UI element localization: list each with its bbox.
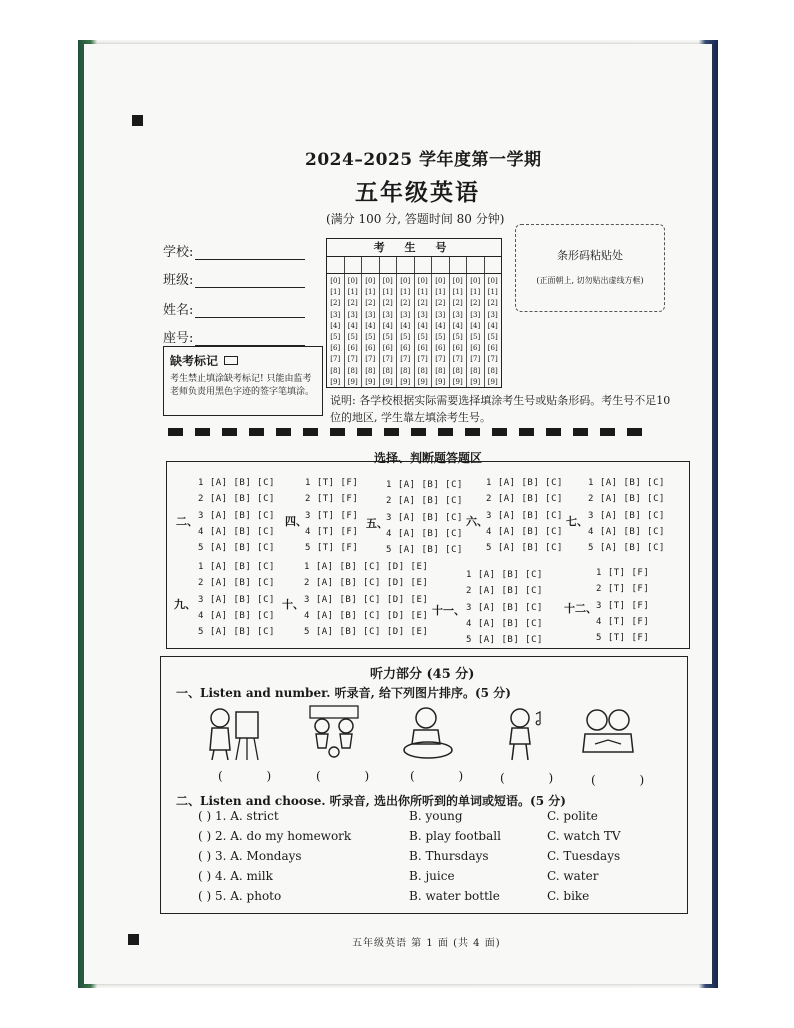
answer-group	[198, 478, 275, 559]
digit-bubble[interactable]: [4]	[487, 321, 498, 330]
group-label: 九、	[174, 598, 196, 611]
student-info-fields	[163, 232, 305, 346]
timing-mark	[438, 428, 453, 436]
choice-c[interactable]: C. polite	[547, 809, 598, 823]
choice-a[interactable]: ( ) 4. A. milk	[198, 869, 273, 883]
digit-bubble[interactable]: [2]	[470, 299, 481, 308]
digit-bubble[interactable]: [5]	[435, 333, 446, 342]
timing-mark	[357, 428, 372, 436]
choice-b[interactable]: B. young	[409, 809, 463, 823]
choice-b[interactable]: B. play football	[409, 829, 501, 843]
answer-bubble-row[interactable]: 4 [A] [B] [C]	[588, 526, 665, 537]
answer-bubble-row[interactable]: 2 [A] [B] [C] [D] [E]	[304, 578, 429, 589]
digit-bubble[interactable]: [6]	[347, 344, 358, 353]
absent-checkbox[interactable]	[224, 356, 238, 365]
timing-mark	[465, 428, 480, 436]
picture-answer-3[interactable]: ( )	[410, 769, 484, 783]
answer-bubble-row[interactable]: 2 [A] [B] [C]	[486, 494, 563, 505]
answer-bubble-row[interactable]: 5 [A] [B] [C]	[198, 543, 275, 554]
digit-bubble[interactable]: [5]	[347, 333, 358, 342]
exam-number-column[interactable]	[467, 274, 485, 387]
question-2-title: 二、Listen and choose. 听录音, 选出你所听到的单词或短语。(5 分)	[176, 794, 566, 808]
digit-bubble[interactable]: [2]	[487, 299, 498, 308]
answer-bubble-row[interactable]: 1 [T] [F]	[305, 478, 359, 488]
timing-mark	[195, 428, 210, 436]
digit-bubble[interactable]: [3]	[487, 310, 498, 319]
exam-number-column[interactable]	[397, 274, 415, 387]
barcode-area	[515, 224, 665, 312]
picture-answer-5[interactable]: ( )	[591, 773, 665, 787]
digit-bubble[interactable]: [3]	[470, 310, 481, 319]
digit-bubble[interactable]: [1]	[382, 288, 393, 297]
name-field[interactable]	[163, 288, 305, 318]
digit-bubble[interactable]: [1]	[365, 288, 376, 297]
answer-group	[466, 570, 543, 651]
timing-mark	[303, 428, 318, 436]
washing-clothes-icon	[396, 704, 460, 762]
digit-bubble[interactable]: [9]	[470, 377, 481, 386]
digit-bubble[interactable]: [8]	[382, 366, 393, 375]
field-line	[195, 246, 305, 260]
absent-title: 缺考标记	[170, 354, 219, 368]
timing-mark	[627, 428, 642, 436]
digit-bubble[interactable]: [2]	[452, 299, 463, 308]
barcode-title: 条形码粘贴处	[557, 249, 623, 262]
digit-bubble[interactable]: [9]	[417, 377, 428, 386]
digit-bubble[interactable]: [7]	[400, 355, 411, 364]
choice-a[interactable]: ( ) 2. A. do my homework	[198, 829, 352, 843]
digit-bubble[interactable]: [7]	[470, 355, 481, 364]
digit-bubble[interactable]: [7]	[365, 355, 376, 364]
answer-bubble-row[interactable]: 4 [A] [B] [C]	[386, 528, 463, 539]
field-label: 班级:	[163, 273, 194, 288]
digit-bubble[interactable]: [4]	[470, 321, 481, 330]
group-label: 十一、	[432, 604, 465, 617]
digit-bubble[interactable]: [4]	[417, 321, 428, 330]
timing-mark	[249, 428, 264, 436]
digit-bubble[interactable]: [5]	[487, 333, 498, 342]
exam-number-column[interactable]	[485, 274, 502, 387]
digit-bubble[interactable]: [1]	[487, 288, 498, 297]
digit-bubble[interactable]: [1]	[400, 288, 411, 297]
digit-bubble[interactable]: [4]	[435, 321, 446, 330]
choice-a[interactable]: ( ) 3. A. Mondays	[198, 849, 302, 863]
answer-bubble-row[interactable]: 1 [T] [F]	[596, 568, 650, 578]
timing-mark	[222, 428, 237, 436]
digit-bubble[interactable]: [6]	[470, 344, 481, 353]
digit-bubble[interactable]: [1]	[330, 288, 341, 297]
digit-bubble[interactable]: [0]	[400, 277, 411, 285]
field-line	[195, 304, 305, 318]
choice-b[interactable]: B. water bottle	[409, 889, 500, 903]
digit-bubble[interactable]: [0]	[365, 277, 376, 285]
choice-row	[198, 806, 621, 826]
answer-bubble-row[interactable]: 5 [A] [B] [C]	[198, 627, 275, 638]
digit-bubble[interactable]: [2]	[347, 299, 358, 308]
answer-bubble-row[interactable]: 3 [T] [F]	[305, 510, 359, 521]
digit-bubble[interactable]: [3]	[330, 310, 341, 319]
digit-bubble[interactable]: [0]	[417, 277, 428, 285]
digit-bubble[interactable]: [0]	[452, 277, 463, 285]
digit-bubble[interactable]: [8]	[330, 366, 341, 375]
answer-bubble-row[interactable]: 5 [A] [B] [C] [D] [E]	[304, 627, 429, 638]
digit-bubble[interactable]: [1]	[470, 288, 481, 297]
field-label: 姓名:	[163, 303, 194, 318]
exam-number-column[interactable]	[415, 274, 433, 387]
digit-bubble[interactable]: [3]	[347, 310, 358, 319]
answer-bubble-row[interactable]: 3 [A] [B] [C]	[486, 510, 563, 521]
digit-bubble[interactable]: [8]	[347, 366, 358, 375]
group-label: 二、	[176, 515, 198, 528]
digit-bubble[interactable]: [0]	[435, 277, 446, 285]
answer-bubble-row[interactable]: 5 [T] [F]	[305, 543, 359, 554]
answer-bubble-row[interactable]: 1 [A] [B] [C]	[198, 478, 275, 488]
choice-c[interactable]: C. bike	[547, 889, 590, 903]
digit-bubble[interactable]: [3]	[365, 310, 376, 319]
digit-bubble[interactable]: [3]	[400, 310, 411, 319]
digit-bubble[interactable]: [2]	[400, 299, 411, 308]
digit-bubble[interactable]: [4]	[330, 321, 341, 330]
digit-bubble[interactable]: [5]	[330, 333, 341, 342]
digit-bubble[interactable]: [0]	[347, 277, 358, 285]
digit-bubble[interactable]: [4]	[452, 321, 463, 330]
exam-number-column[interactable]	[362, 274, 380, 387]
digit-bubble[interactable]: [6]	[435, 344, 446, 353]
answer-bubble-row[interactable]: 3 [A] [B] [C]	[198, 594, 275, 605]
digit-bubble[interactable]: [5]	[382, 333, 393, 342]
digit-bubble[interactable]: [7]	[330, 355, 341, 364]
digit-bubble[interactable]: [4]	[382, 321, 393, 330]
choice-c[interactable]: C. watch TV	[547, 829, 621, 843]
seat-field[interactable]	[163, 318, 305, 346]
digit-bubble[interactable]: [8]	[452, 366, 463, 375]
digit-bubble[interactable]: [8]	[435, 366, 446, 375]
answer-bubble-row[interactable]: 2 [A] [B] [C]	[588, 494, 665, 505]
picture-answer-2[interactable]: ( )	[316, 769, 390, 783]
digit-bubble[interactable]: [2]	[365, 299, 376, 308]
absent-mark-box	[163, 346, 323, 416]
timing-mark	[573, 428, 588, 436]
field-line	[195, 332, 305, 346]
answer-bubble-row[interactable]: 2 [A] [B] [C]	[198, 578, 275, 589]
choice-row	[198, 826, 621, 846]
school-field[interactable]	[163, 232, 305, 260]
timing-mark	[384, 428, 399, 436]
answer-bubble-row[interactable]: 3 [A] [B] [C]	[466, 602, 543, 613]
digit-bubble[interactable]: [8]	[365, 366, 376, 375]
answer-bubble-row[interactable]: 4 [A] [B] [C]	[198, 610, 275, 621]
exam-number-grid	[326, 238, 502, 388]
field-label: 学校:	[163, 245, 194, 260]
instruction-note: 说明: 各学校根据实际需要选择填涂考生号或贴条形码。考生号不足10位的地区, 学生靠左填涂考生号。	[330, 394, 671, 424]
answer-group	[386, 480, 463, 561]
digit-bubble[interactable]: [3]	[452, 310, 463, 319]
digit-bubble[interactable]: [1]	[452, 288, 463, 297]
painting-child-icon	[200, 704, 264, 762]
digit-bubble[interactable]: [7]	[435, 355, 446, 364]
timing-mark	[600, 428, 615, 436]
digit-bubble[interactable]: [6]	[382, 344, 393, 353]
answer-group	[305, 478, 358, 559]
absent-title-row	[170, 352, 316, 369]
question-1-title: 一、Listen and number. 听录音, 给下列图片排序。(5 分)	[176, 686, 511, 700]
digit-bubble[interactable]: [1]	[435, 288, 446, 297]
answer-bubble-row[interactable]: 4 [T] [F]	[305, 526, 359, 537]
timing-mark	[411, 428, 426, 436]
digit-bubble[interactable]: [6]	[487, 344, 498, 353]
digit-bubble[interactable]: [1]	[417, 288, 428, 297]
answer-bubble-row[interactable]: 4 [T] [F]	[596, 616, 650, 627]
barcode-note: (正面朝上, 切勿贴出虚线方框)	[536, 276, 644, 285]
answer-bubble-row[interactable]: 5 [A] [B] [C]	[588, 543, 665, 554]
digit-bubble[interactable]: [4]	[400, 321, 411, 330]
digit-bubble[interactable]: [5]	[452, 333, 463, 342]
answer-group	[596, 568, 649, 649]
digit-bubble[interactable]: [4]	[347, 321, 358, 330]
answer-bubble-row[interactable]: 2 [A] [B] [C]	[198, 494, 275, 505]
choice-b[interactable]: B. juice	[409, 869, 455, 883]
digit-bubble[interactable]: [3]	[417, 310, 428, 319]
answer-bubble-row[interactable]: 2 [T] [F]	[305, 494, 359, 505]
timing-marks	[168, 428, 642, 436]
answer-bubble-row[interactable]: 3 [A] [B] [C] [D] [E]	[304, 594, 429, 605]
answer-bubble-row[interactable]: 2 [A] [B] [C]	[386, 496, 463, 507]
corner-mark-bottom-left	[128, 934, 139, 945]
exam-number-column[interactable]	[380, 274, 398, 387]
answer-bubble-row[interactable]: 3 [A] [B] [C]	[198, 510, 275, 521]
answer-bubble-row[interactable]: 4 [A] [B] [C]	[466, 618, 543, 629]
digit-bubble[interactable]: [0]	[487, 277, 498, 285]
digit-bubble[interactable]: [7]	[347, 355, 358, 364]
answer-bubble-row[interactable]: 3 [A] [B] [C]	[386, 512, 463, 523]
listening-title: 听力部分 (45 分)	[370, 667, 475, 682]
answer-area-title: 选择、判断题答题区	[373, 451, 482, 465]
exam-number-column[interactable]	[345, 274, 363, 387]
choice-b[interactable]: B. Thursdays	[409, 849, 489, 863]
picture-answer-1[interactable]: ( )	[218, 769, 292, 783]
subject-title: 五年级英语	[355, 179, 480, 206]
answer-bubble-row[interactable]: 1 [A] [B] [C]	[198, 562, 275, 572]
digit-bubble[interactable]: [3]	[435, 310, 446, 319]
digit-bubble[interactable]: [8]	[400, 366, 411, 375]
exam-info: (满分 100 分, 答题时间 80 分钟)	[326, 212, 505, 226]
digit-bubble[interactable]: [0]	[330, 277, 341, 285]
group-label: 五、	[366, 517, 388, 530]
digit-bubble[interactable]: [2]	[330, 299, 341, 308]
answer-bubble-row[interactable]: 3 [T] [F]	[596, 600, 650, 611]
answer-bubble-row[interactable]: 2 [T] [F]	[596, 584, 650, 595]
digit-bubble[interactable]: [5]	[365, 333, 376, 342]
exam-number-column[interactable]	[432, 274, 450, 387]
answer-bubble-row[interactable]: 1 [A] [B] [C]	[386, 480, 463, 490]
answer-bubble-row[interactable]: 1 [A] [B] [C]	[466, 570, 543, 580]
digit-bubble[interactable]: [9]	[435, 377, 446, 386]
digit-bubble[interactable]: [8]	[417, 366, 428, 375]
answer-bubble-row[interactable]: 1 [A] [B] [C] [D] [E]	[304, 562, 429, 572]
timing-mark	[492, 428, 507, 436]
exam-number-column[interactable]	[450, 274, 468, 387]
digit-bubble[interactable]: [8]	[470, 366, 481, 375]
digit-bubble[interactable]: [6]	[365, 344, 376, 353]
answer-group	[198, 562, 275, 643]
exam-number-column[interactable]	[327, 274, 345, 387]
choice-c[interactable]: C. water	[547, 869, 599, 883]
corner-mark-top-left	[132, 115, 143, 126]
timing-mark	[276, 428, 291, 436]
timing-mark	[330, 428, 345, 436]
digit-bubble[interactable]: [1]	[347, 288, 358, 297]
year-term-title: 2024–2025 学年度第一学期	[305, 150, 542, 170]
digit-bubble[interactable]: [7]	[417, 355, 428, 364]
digit-bubble[interactable]: [9]	[452, 377, 463, 386]
answer-bubble-row[interactable]: 1 [A] [B] [C]	[486, 478, 563, 488]
choice-c[interactable]: C. Tuesdays	[547, 849, 621, 863]
digit-bubble[interactable]: [6]	[400, 344, 411, 353]
digit-bubble[interactable]: [2]	[435, 299, 446, 308]
answer-bubble-row[interactable]: 4 [A] [B] [C]	[486, 526, 563, 537]
choice-row	[198, 866, 621, 886]
absent-note: 考生禁止填涂缺考标记! 只能由监考老师负责用黑色字迹的签字笔填涂。	[170, 374, 315, 397]
answer-group	[304, 562, 428, 643]
exam-number-title: 考 生 号	[327, 239, 501, 257]
digit-bubble[interactable]: [9]	[365, 377, 376, 386]
group-label: 十二、	[564, 602, 597, 615]
digit-bubble[interactable]: [4]	[365, 321, 376, 330]
timing-mark	[546, 428, 561, 436]
answer-bubble-row[interactable]: 5 [T] [F]	[596, 633, 650, 644]
timing-mark	[519, 428, 534, 436]
digit-bubble[interactable]: [9]	[330, 377, 341, 386]
group-label: 四、	[285, 515, 307, 528]
digit-bubble[interactable]: [2]	[417, 299, 428, 308]
answer-bubble-row[interactable]: 5 [A] [B] [C]	[386, 545, 463, 556]
choice-a[interactable]: ( ) 1. A. strict	[198, 809, 279, 823]
reading-kids-icon	[575, 704, 639, 762]
digit-bubble[interactable]: [5]	[400, 333, 411, 342]
group-label: 六、	[466, 515, 488, 528]
digit-bubble[interactable]: [2]	[382, 299, 393, 308]
digit-bubble[interactable]: [9]	[347, 377, 358, 386]
choice-row	[198, 886, 621, 906]
digit-bubble[interactable]: [5]	[470, 333, 481, 342]
digit-bubble[interactable]: [5]	[417, 333, 428, 342]
digit-bubble[interactable]: [0]	[470, 277, 481, 285]
answer-bubble-row[interactable]: 5 [A] [B] [C]	[486, 543, 563, 554]
choice-a[interactable]: ( ) 5. A. photo	[198, 889, 282, 903]
digit-bubble[interactable]: [7]	[487, 355, 498, 364]
answer-group	[588, 478, 665, 559]
answer-bubble-row[interactable]: 4 [A] [B] [C]	[198, 526, 275, 537]
football-players-icon	[302, 702, 366, 760]
digit-bubble[interactable]: [6]	[330, 344, 341, 353]
answer-bubble-row[interactable]: 3 [A] [B] [C]	[588, 510, 665, 521]
digit-bubble[interactable]: [6]	[417, 344, 428, 353]
digit-bubble[interactable]: [7]	[382, 355, 393, 364]
digit-bubble[interactable]: [3]	[382, 310, 393, 319]
question-2-choices	[198, 806, 621, 906]
picture-answer-4[interactable]: ( )	[500, 771, 574, 785]
exam-number-bubbles[interactable]	[327, 274, 501, 387]
choice-row	[198, 846, 621, 866]
answer-bubble-row[interactable]: 2 [A] [B] [C]	[466, 586, 543, 597]
field-label: 座号:	[163, 331, 194, 346]
digit-bubble[interactable]: [8]	[487, 366, 498, 375]
digit-bubble[interactable]: [6]	[452, 344, 463, 353]
digit-bubble[interactable]: [0]	[382, 277, 393, 285]
answer-bubble-row[interactable]: 1 [A] [B] [C]	[588, 478, 665, 488]
group-label: 七、	[566, 515, 588, 528]
digit-bubble[interactable]: [9]	[487, 377, 498, 386]
singing-girl-icon	[490, 704, 554, 762]
class-field[interactable]	[163, 260, 305, 288]
field-line	[195, 274, 305, 288]
digit-bubble[interactable]: [7]	[452, 355, 463, 364]
page-footer: 五年级英语 第 1 面 (共 4 面)	[352, 938, 501, 949]
digit-bubble[interactable]: [9]	[400, 377, 411, 386]
answer-group	[486, 478, 563, 559]
answer-bubble-row[interactable]: 5 [A] [B] [C]	[466, 635, 543, 646]
exam-number-write-row[interactable]	[327, 257, 501, 274]
group-label: 十、	[282, 598, 304, 611]
timing-mark	[168, 428, 183, 436]
digit-bubble[interactable]: [9]	[382, 377, 393, 386]
answer-bubble-row[interactable]: 4 [A] [B] [C] [D] [E]	[304, 610, 429, 621]
